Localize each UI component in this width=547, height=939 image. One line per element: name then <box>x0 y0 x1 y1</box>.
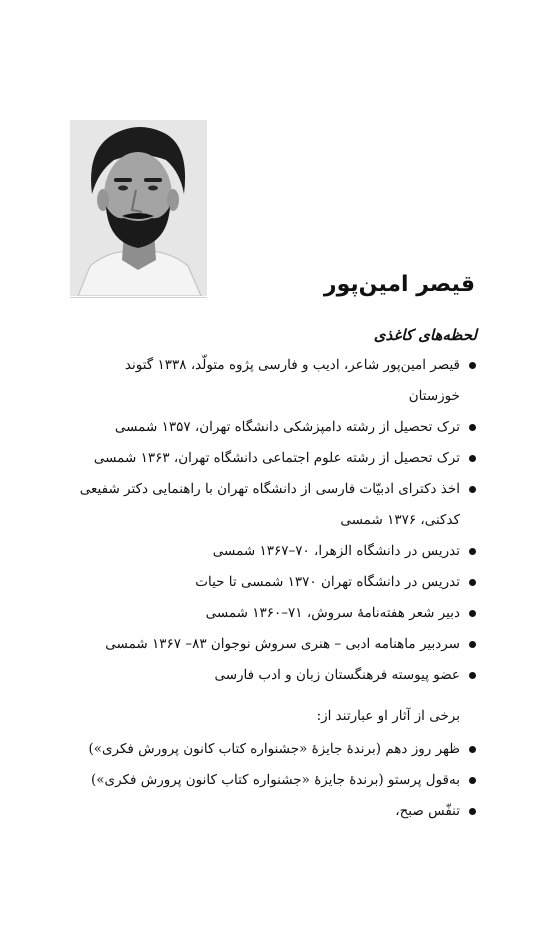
list-item: ظهر روز دهم (برندهٔ جایزهٔ «جشنواره کتاب کانون پرورش فکری») <box>70 734 477 765</box>
section-title: لحظه‌های کاغذی <box>373 326 477 344</box>
list-item: ترک تحصیل از رشته دامپزشکی دانشگاه تهران، ۱۳۵۷ شمسی <box>70 412 477 443</box>
bio-list <box>70 350 477 691</box>
list-item: به‌قول پرستو (برندهٔ جایزهٔ «جشنواره کتاب کانون پرورش فکری») <box>70 765 477 796</box>
list-item: تنفّس صبح، <box>70 796 477 827</box>
list-item: سردبیر ماهنامه ادبی – هنری سروش نوجوان ۸۳– ۱۳۶۷ شمسی <box>70 629 477 660</box>
list-item: دبیر شعر هفته‌نامهٔ سروش، ۷۱–۱۳۶۰ شمسی <box>70 598 477 629</box>
list-item: ترک تحصیل از رشته علوم اجتماعی دانشگاه تهران، ۱۳۶۳ شمسی <box>70 443 477 474</box>
list-item: قیصر امین‌پور شاعر، ادیب و فارسی پژوه متولّد، ۱۳۳۸ گتوند خوزستان <box>70 350 477 412</box>
list-item: تدریس در دانشگاه الزهرا، ۷۰–۱۳۶۷ شمسی <box>70 536 477 567</box>
list-item: تدریس در دانشگاه تهران ۱۳۷۰ شمسی تا حیات <box>70 567 477 598</box>
bio-section <box>70 322 477 827</box>
author-name: قیصر امین‌پور <box>323 272 475 297</box>
list-item: عضو پیوسته فرهنگستان زبان و ادب فارسی <box>70 660 477 691</box>
author-photo <box>70 120 207 296</box>
works-intro: برخی از آثار او عبارتند از: <box>316 708 460 724</box>
photo-divider <box>70 297 207 298</box>
works-list <box>70 734 477 827</box>
portrait-image <box>70 120 207 296</box>
list-item: اخذ دکترای ادبیّات فارسی از دانشگاه تهران با راهنمایی دکتر شفیعی کدکنی، ۱۳۷۶ شمسی <box>70 474 477 536</box>
